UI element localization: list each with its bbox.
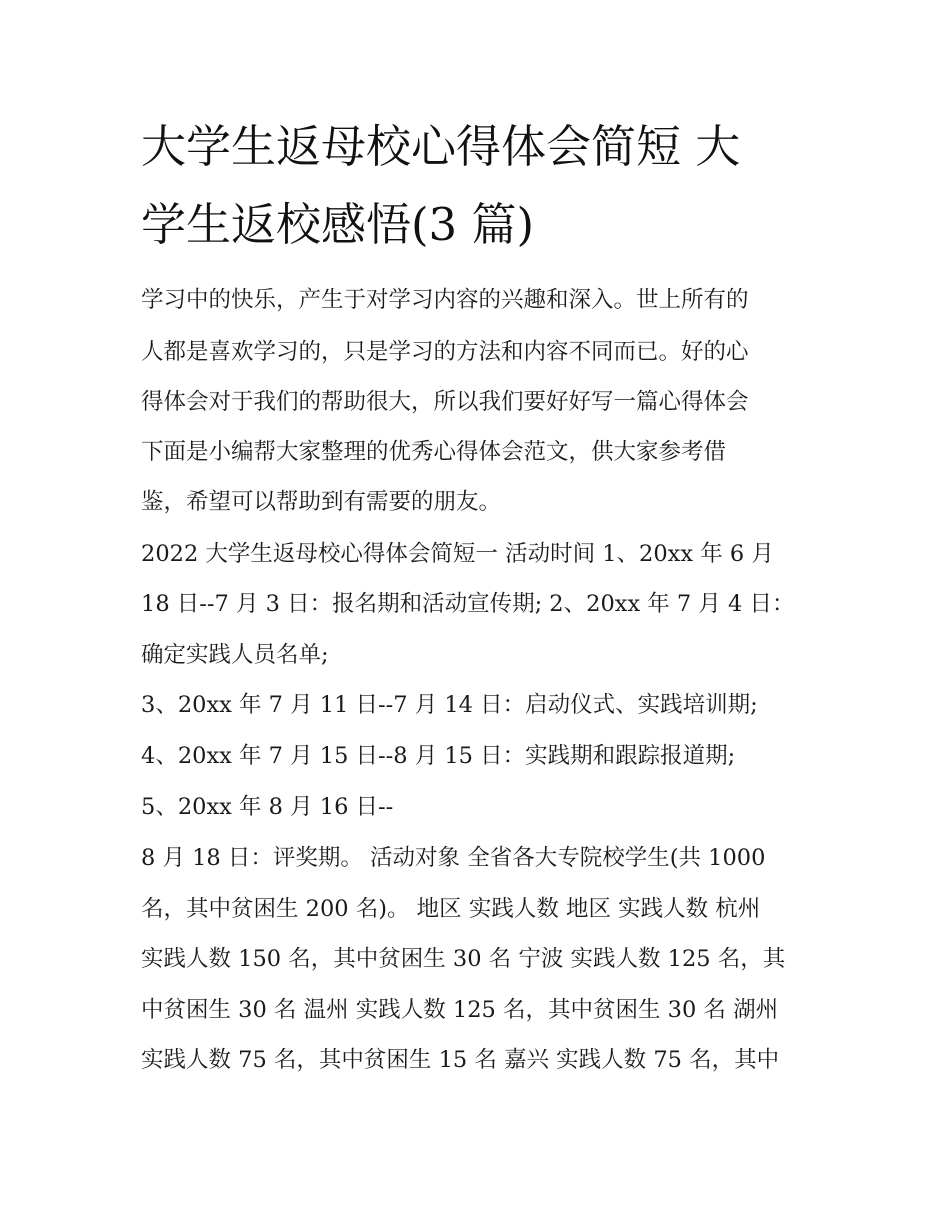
body-line: 8 月 18 日：评奖期。 活动对象 全省各大专院校学生(共 1000 [141, 845, 766, 871]
page-title-line-2: 学生返校感悟(3 篇) [141, 198, 535, 251]
body-line: 得体会对于我们的帮助很大，所以我们要好好写一篇心得体会 [141, 389, 749, 415]
body-line: 学习中的快乐，产生于对学习内容的兴趣和深入。世上所有的 [141, 287, 749, 313]
body-line: 实践人数 75 名，其中贫困生 15 名 嘉兴 实践人数 75 名，其中 [141, 1047, 780, 1073]
body-line: 中贫困生 30 名 温州 实践人数 125 名，其中贫困生 30 名 湖州 [141, 997, 779, 1023]
body-line: 人都是喜欢学习的，只是学习的方法和内容不同而已。好的心 [141, 339, 749, 365]
body-line: 5、20xx 年 8 月 16 日-- [141, 794, 394, 820]
body-line: 实践人数 150 名，其中贫困生 30 名 宁波 实践人数 125 名，其 [141, 946, 786, 972]
body-line: 3、20xx 年 7 月 11 日--7 月 14 日：启动仪式、实践培训期; [141, 692, 758, 718]
page-title-line-1: 大学生返母校心得体会简短 大 [141, 120, 741, 173]
body-line: 2022 大学生返母校心得体会简短一 活动时间 1、20xx 年 6 月 [141, 541, 774, 567]
body-line: 名，其中贫困生 200 名)。 地区 实践人数 地区 实践人数 杭州 [141, 896, 761, 922]
body-line: 18 日--7 月 3 日：报名期和活动宣传期; 2、20xx 年 7 月 4 日： [141, 591, 795, 617]
body-line: 下面是小编帮大家整理的优秀心得体会范文，供大家参考借 [141, 439, 727, 465]
body-line: 鉴，希望可以帮助到有需要的朋友。 [141, 489, 502, 515]
body-line: 4、20xx 年 7 月 15 日--8 月 15 日：实践期和跟踪报道期; [141, 743, 736, 769]
body-line: 确定实践人员名单; [141, 642, 329, 668]
